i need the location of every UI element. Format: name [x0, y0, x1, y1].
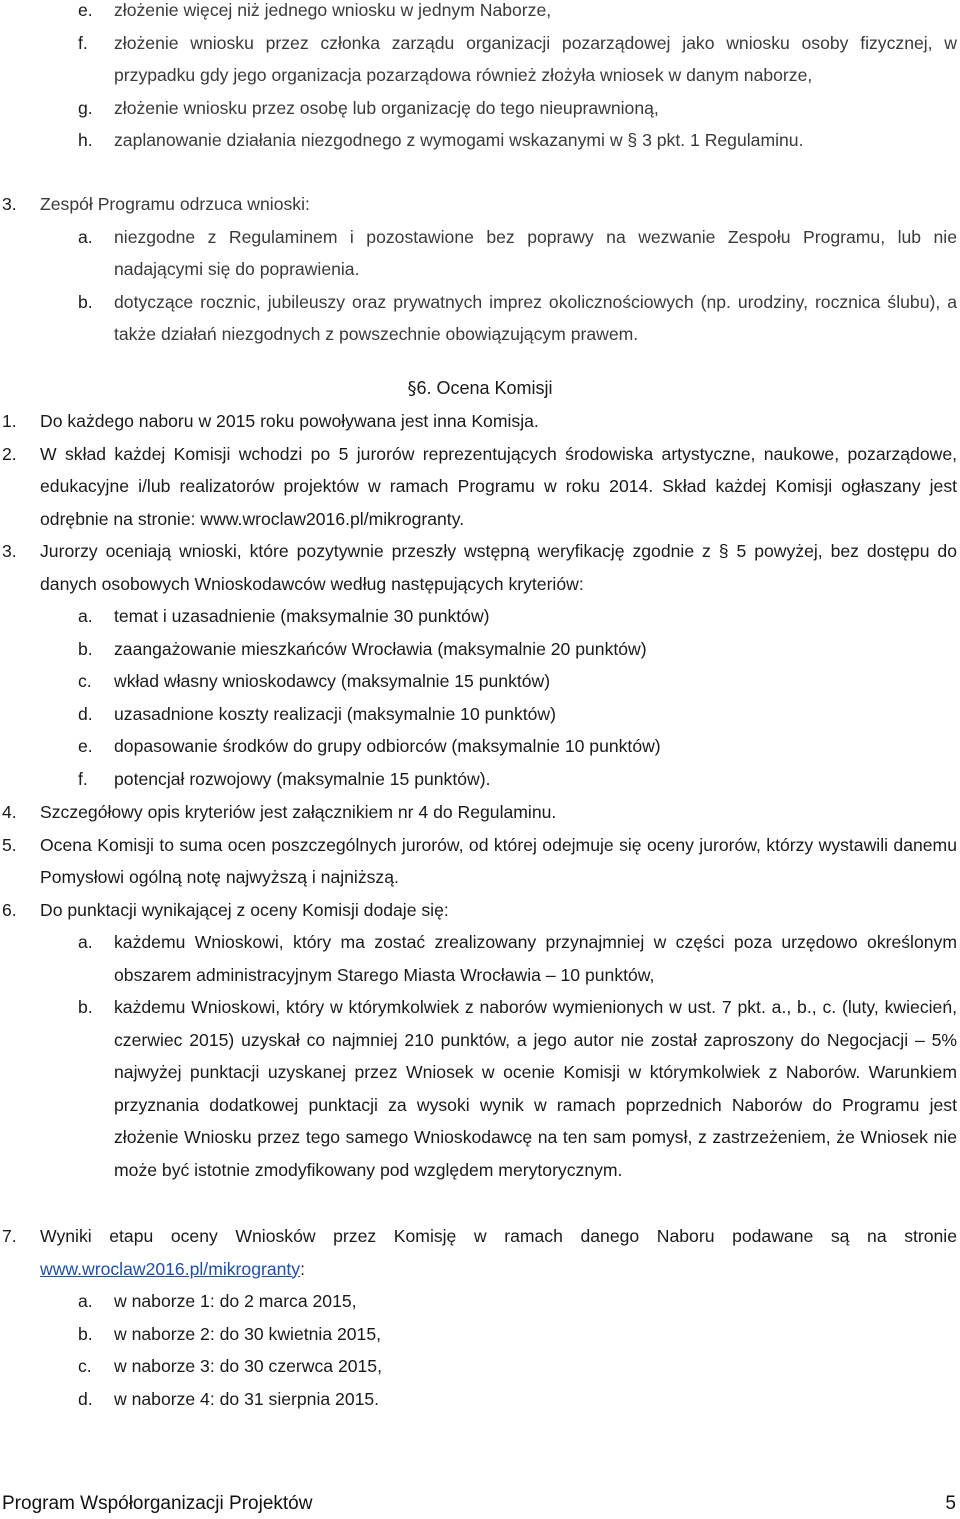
footer-title: Program Współorganizacji Projektów [2, 1493, 313, 1514]
list-text: zaangażowanie mieszkańców Wrocławia (maksymalnie 20 punktów) [114, 638, 647, 659]
list-marker: b. [78, 638, 93, 659]
section-title: 6. Ocena Komisji [416, 378, 553, 398]
item-number: 2. [2, 443, 17, 464]
numbered-item [0, 1220, 960, 1285]
list-item [0, 286, 960, 351]
list-marker: c. [78, 671, 92, 691]
numbered-item [0, 188, 960, 221]
list-marker: c. [78, 1356, 92, 1376]
top-list [0, 0, 960, 157]
page-number: 5 [945, 1493, 956, 1514]
item-text-colon: : [300, 1258, 305, 1279]
item-text: Szczegółowy opis kryteriów jest załącznikiem nr 4 do Regulaminu. [40, 802, 557, 822]
bonus-item [0, 926, 960, 991]
section6-point-7 [0, 1220, 960, 1415]
criteria-item [0, 730, 960, 763]
item-text [40, 1220, 960, 1285]
list-text: w naborze 1: do 2 marca 2015, [114, 1291, 357, 1311]
item-text: Jurorzy oceniają wnioski, które pozytywnie przeszły wstępną weryfikację zgodnie z § 5 powyżej, bez dostępu do danych osobowych Wnioskodawców według następujących kryteriów: [40, 541, 957, 594]
list-text: w naborze 4: do 31 sierpnia 2015. [114, 1388, 380, 1409]
list-marker: f. [78, 768, 88, 789]
item-number: 3. [2, 541, 17, 561]
list-marker: f. [78, 32, 88, 53]
section6-points-4-6 [0, 796, 960, 1186]
numbered-item [0, 829, 960, 894]
page-footer [2, 1490, 956, 1518]
item-text: W skład każdej Komisji wchodzi po 5 jurorów reprezentujących środowiska artystyczne, naukowe, pozarządowe, edukacyjne i/lub realizatorów projektów w ramach Programu w roku 2014. Skład każdej Komisji ogłaszany jest odrębnie na stronie: www.wroclaw2016.pl/mikrogranty. [40, 443, 957, 529]
deadline-item [0, 1350, 960, 1383]
numbered-item [0, 894, 960, 927]
list-item [0, 221, 960, 286]
paragraph-symbol: § [407, 378, 417, 399]
list-text: potencjał rozwojowy (maksymalnie 15 punktów). [114, 768, 491, 789]
list-marker: d. [78, 1388, 93, 1409]
deadline-item [0, 1318, 960, 1351]
item-number: 1. [2, 411, 17, 431]
list-marker: a. [78, 932, 93, 952]
list-marker: b. [78, 1323, 93, 1344]
criteria-item [0, 665, 960, 698]
list-marker: b. [78, 997, 93, 1017]
item-number: 3. [2, 194, 17, 214]
section6-points-1-3 [0, 405, 960, 795]
bonus-item [0, 991, 960, 1186]
item-number: 4. [2, 802, 17, 822]
list-item [0, 92, 960, 125]
list-text: każdemu Wnioskowi, który ma zostać zrealizowany przynajmniej w części poza urzędowo określonym obszarem administracyjnym Starego Miasta Wrocławia – 10 punktów, [114, 932, 957, 985]
list-marker: h. [78, 130, 93, 150]
list-item [0, 27, 960, 92]
numbered-item [0, 535, 960, 600]
item-text: Ocena Komisji to suma ocen poszczególnych jurorów, od której odejmuje się oceny jurorów, którzy wystawili danemu Pomysłowi ogólną notę najwyższą i najniższą. [40, 834, 957, 887]
list-item [0, 0, 960, 27]
item-number: 5. [2, 834, 17, 855]
list-text: złożenie wniosku przez osobę lub organizację do tego nieuprawnioną, [114, 97, 659, 118]
list-text: dopasowanie środków do grupy odbiorców (maksymalnie 10 punktów) [114, 736, 661, 756]
item-number: 7. [2, 1226, 17, 1246]
list-text: wkład własny wnioskodawcy (maksymalnie 15 punktów) [114, 671, 551, 691]
list-text: temat i uzasadnienie (maksymalnie 30 punktów) [114, 606, 490, 626]
list-text: niezgodne z Regulaminem i pozostawione bez poprawy na wezwanie Zespołu Programu, lub nie nadającymi się do poprawienia. [114, 226, 957, 279]
rejection-section [0, 188, 960, 351]
list-item [0, 124, 960, 157]
criteria-item [0, 698, 960, 731]
list-text: złożenie wniosku przez członka zarządu organizacji pozarządowej jako wniosku osoby fizycznej, w przypadku gdy jego organizacja pozarządowa również złożyła wniosek w danym naborze, [114, 32, 957, 85]
numbered-item [0, 405, 960, 438]
list-text: uzasadnione koszty realizacji (maksymalnie 10 punktów) [114, 703, 556, 724]
list-marker: a. [78, 606, 93, 626]
criteria-item [0, 633, 960, 666]
list-marker: b. [78, 291, 93, 312]
item-text-main: Wyniki etapu oceny Wniosków przez Komisję w ramach danego Naboru podawane są na stronie [40, 1226, 957, 1246]
numbered-item [0, 796, 960, 829]
list-marker: e. [78, 0, 93, 20]
criteria-item [0, 763, 960, 796]
list-text: w naborze 3: do 30 czerwca 2015, [114, 1356, 382, 1376]
deadline-item [0, 1383, 960, 1416]
list-marker: e. [78, 736, 93, 756]
list-marker: a. [78, 1291, 93, 1311]
numbered-item [0, 438, 960, 536]
list-marker: a. [78, 226, 93, 247]
criteria-item [0, 600, 960, 633]
mikrogranty-link[interactable]: www.wroclaw2016.pl/mikrogranty [40, 1258, 301, 1279]
list-text: złożenie więcej niż jednego wniosku w jednym Naborze, [114, 0, 552, 20]
item-text: Do każdego naboru w 2015 roku powoływana jest inna Komisja. [40, 411, 539, 431]
list-text: każdemu Wnioskowi, który w którymkolwiek z naborów wymienionych w ust. 7 pkt. a., b., c. (luty, kwiecień, czerwiec 2015) uzyskał co najmniej 210 punktów, a jego autor nie został zaproszony do Negocjacji – 5% najwyżej punktacji uzyskanej przez Wniosek w ocenie Komisji w którymkolwiek z Naborów. Warunkiem przyznania dodatkowej punktacji za wysoki wynik w ramach poprzednich Naborów do Programu jest złożenie Wniosku przez tego samego Wnioskodawcę na ten sam pomysł, z zastrzeżeniem, że Wniosek nie może być istotnie zmodyfikowany pod względem merytorycznym. [114, 997, 957, 1180]
deadline-item [0, 1285, 960, 1318]
list-text: w naborze 2: do 30 kwietnia 2015, [114, 1323, 382, 1344]
list-text: dotyczące rocznic, jubileuszy oraz prywatnych imprez okolicznościowych (np. urodziny, rocznica ślubu), a także działań niezgodnych z powszechnie obowiązującym prawem. [114, 291, 957, 344]
list-text: zaplanowanie działania niezgodnego z wymogami wskazanymi w § 3 pkt. 1 Regulaminu. [114, 130, 804, 150]
list-marker: d. [78, 703, 93, 724]
item-number: 6. [2, 899, 17, 920]
item-text: Zespół Programu odrzuca wnioski: [40, 194, 310, 214]
list-marker: g. [78, 97, 93, 118]
item-text: Do punktacji wynikającej z oceny Komisji dodaje się: [40, 899, 449, 920]
section-heading [0, 372, 960, 405]
